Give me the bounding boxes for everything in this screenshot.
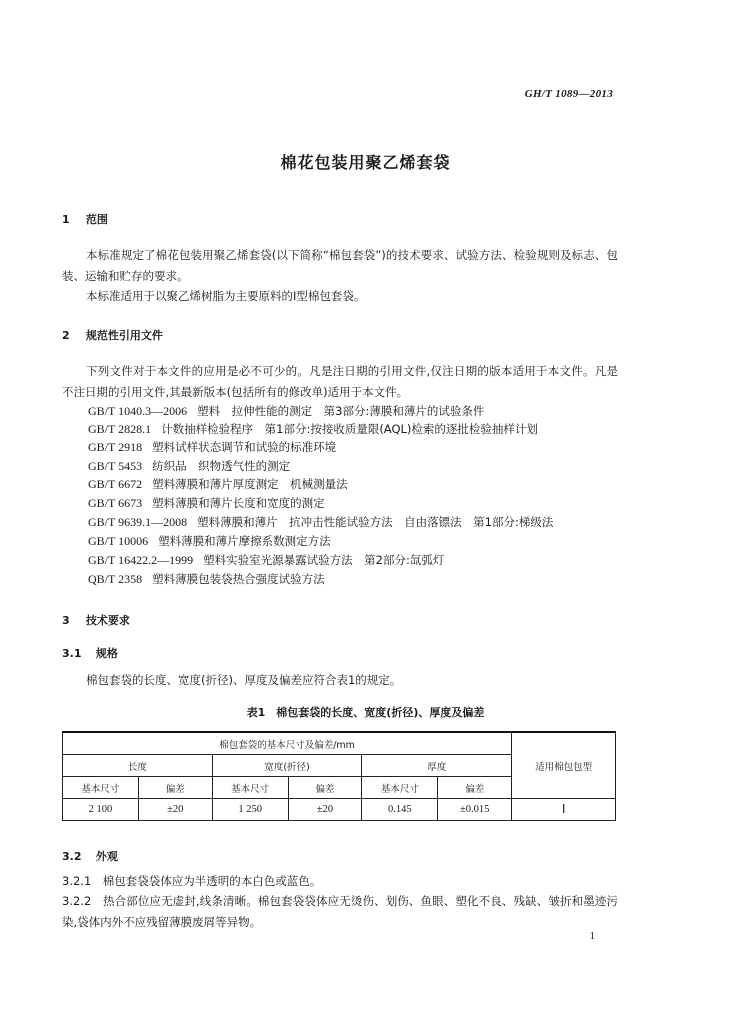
table-group-length: 长度 <box>63 755 213 777</box>
table-group-width: 宽度(折径) <box>212 755 362 777</box>
reference-item <box>88 533 331 549</box>
table-header-row <box>63 732 616 755</box>
appearance-paragraph-2: 3.2.2 热合部位应无虚封,线条清晰。棉包套袋袋体应无烫伤、划伤、鱼眼、塑化不良、残缺、皱折和墨迹污染,袋体内外不应残留薄膜废屑等异物。 <box>62 894 618 929</box>
section-number: 2 <box>62 329 70 342</box>
reference-title: 计数抽样检验程序 第1部分:按接收质量限(AQL)检索的逐批检验抽样计划 <box>161 422 538 436</box>
reference-item <box>88 514 553 530</box>
reference-title: 塑料实验室光源暴露试验方法 第2部分:氙弧灯 <box>203 553 445 567</box>
scope-paragraph-2: 本标准适用于以聚乙烯树脂为主要原料的Ⅰ型棉包套袋。 <box>86 289 366 303</box>
table-caption: 表1 棉包套袋的长度、宽度(折径)、厚度及偏差 <box>246 706 485 719</box>
reference-item <box>88 458 290 474</box>
reference-code: GB/T 9639.1—2008 <box>88 515 188 529</box>
table-header-main: 棉包套袋的基本尺寸及偏差/mm <box>63 732 512 755</box>
reference-item <box>88 495 325 511</box>
reference-code: GB/T 2918 <box>88 440 143 454</box>
table-cell: 1 250 <box>212 799 288 821</box>
table-cell: ±20 <box>288 799 362 821</box>
reference-item <box>88 571 325 587</box>
reference-item <box>88 421 538 437</box>
page-number: 1 <box>589 930 595 942</box>
table-cell: ±20 <box>138 799 212 821</box>
reference-title: 塑料薄膜和薄片摩擦系数测定方法 <box>158 534 331 548</box>
reference-title: 塑料薄膜和薄片厚度测定 机械测量法 <box>152 477 348 491</box>
reference-code: GB/T 1040.3—2006 <box>88 404 188 418</box>
table-header-type: 适用棉包包型 <box>512 732 616 799</box>
reference-code: GB/T 10006 <box>88 534 149 548</box>
table-subheader: 基本尺寸 <box>212 777 288 799</box>
reference-item <box>88 552 444 568</box>
reference-code: GB/T 6673 <box>88 496 143 510</box>
reference-title: 塑料薄膜和薄片长度和宽度的测定 <box>152 496 325 510</box>
table-cell-type: Ⅰ <box>512 799 616 821</box>
reference-item <box>88 403 484 419</box>
table-cell: 2 100 <box>63 799 139 821</box>
specification-intro: 棉包套袋的长度、宽度(折径)、厚度及偏差应符合表1的规定。 <box>86 673 402 687</box>
reference-code: QB/T 2358 <box>88 572 143 586</box>
reference-code: GB/T 16422.2—1999 <box>88 553 194 567</box>
table-subheader: 基本尺寸 <box>63 777 139 799</box>
table-group-thickness: 厚度 <box>362 755 512 777</box>
reference-item <box>88 476 348 492</box>
section-title: 技术要求 <box>85 614 130 627</box>
references-intro: 下列文件对于本文件的应用是必不可少的。凡是注日期的引用文件,仅注日期的版本适用于本文件。凡是不注日期的引用文件,其最新版本(包括所有的修改单)适用于本文件。 <box>62 364 618 399</box>
page-title: 棉花包装用聚乙烯套袋 <box>280 153 451 172</box>
table-subheader: 基本尺寸 <box>362 777 438 799</box>
table-row <box>63 799 616 821</box>
section-number: 1 <box>62 213 70 226</box>
reference-code: GB/T 5453 <box>88 459 143 473</box>
reference-code: GB/T 2828.1 <box>88 422 152 436</box>
section-heading-requirements <box>62 612 130 628</box>
section-title: 规范性引用文件 <box>85 329 163 342</box>
section-heading-references <box>62 327 163 343</box>
reference-title: 纺织品 织物透气性的测定 <box>152 459 291 473</box>
section-title: 外观 <box>95 850 118 863</box>
section-number: 3.1 <box>62 647 82 660</box>
standard-code: GH/T 1089—2013 <box>524 88 613 100</box>
section-number: 3.2 <box>62 850 82 863</box>
scope-paragraph-1: 本标准规定了棉花包装用聚乙烯套袋(以下简称“棉包套袋”)的技术要求、试验方法、检验规则及标志、包装、运输和贮存的要求。 <box>62 248 618 283</box>
reference-title: 塑料 拉伸性能的测定 第3部分:薄膜和薄片的试验条件 <box>197 404 485 418</box>
reference-title: 塑料试样状态调节和试验的标准环境 <box>152 440 337 454</box>
section-title: 规格 <box>95 647 118 660</box>
section-heading-scope <box>62 211 108 227</box>
dimension-table <box>62 731 616 821</box>
table-subheader: 偏差 <box>138 777 212 799</box>
table-subheader: 偏差 <box>288 777 362 799</box>
section-title: 范围 <box>85 213 108 226</box>
table-cell: ±0.015 <box>438 799 512 821</box>
reference-title: 塑料薄膜和薄片 抗冲击性能试验方法 自由落镖法 第1部分:梯级法 <box>197 515 554 529</box>
section-number: 3 <box>62 614 70 627</box>
reference-code: GB/T 6672 <box>88 477 143 491</box>
reference-item <box>88 439 336 455</box>
reference-title: 塑料薄膜包装袋热合强度试验方法 <box>152 572 325 586</box>
appearance-paragraph-1: 3.2.1 棉包套袋袋体应为半透明的本白色或蓝色。 <box>62 874 322 888</box>
table-subheader: 偏差 <box>438 777 512 799</box>
section-heading-specification <box>62 645 118 661</box>
table-cell: 0.145 <box>362 799 438 821</box>
section-heading-appearance <box>62 848 118 864</box>
